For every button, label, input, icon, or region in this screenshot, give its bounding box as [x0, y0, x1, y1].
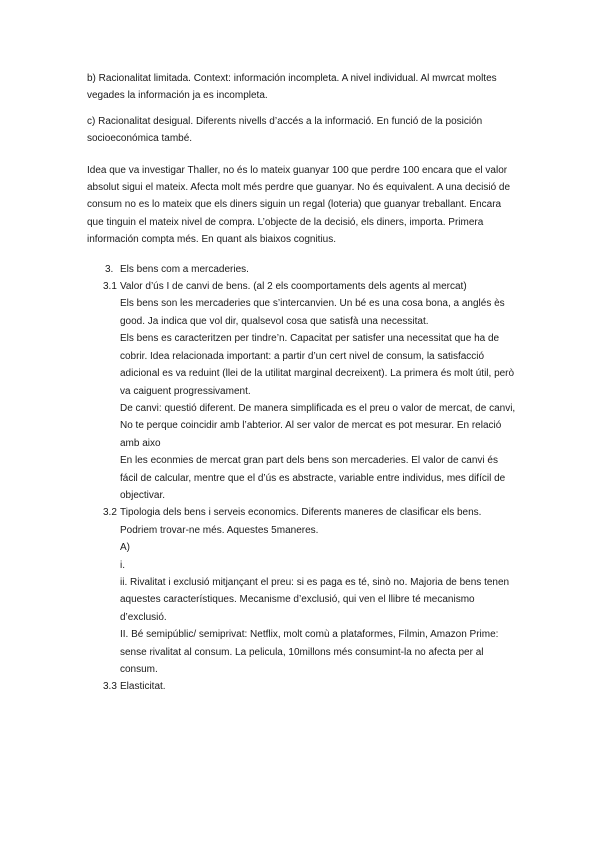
section-3-2-title: Tipologia dels bens i serveis economics. Diferents maneres de clasificar els bens. Podriem trovar-ne més. Aquestes 5maneres.: [120, 507, 482, 536]
section-3-number: 3.: [105, 263, 114, 275]
section-3-title: Els bens com a mercaderies.: [120, 263, 249, 275]
section-3-1-body: [87, 295, 517, 504]
section-3-1-line: Els bens es caracteritzen per tindre’n. Capacitat per satisfer una necessitat que ha de cobrir. Idea relacionada important: a partir d’un cert nivel de consum, la satisfacció adicional es va reduint (llei de la utilitat marginal decreixent). La primera és molt útil, però va caiguent progressivament.: [120, 333, 515, 397]
paragraph-racionalitat-desigual: c) Racionalitat desigual. Diferents nivells d’accés a la informació. En funció de la posición socioeconómica també.: [87, 115, 483, 145]
section-3-2-line: II. Bé semipúblic/ semiprivat: Netflix, molt comù a plataformes, Filmin, Amazon Prime: sense rivalitat al consum. La pelicula, 10millons més consumint-la no afecta per al consum.: [120, 629, 499, 675]
section-3-2-heading: [87, 504, 517, 539]
section-3-1-line: En les econmies de mercat gran part dels bens son mercaderies. El valor de canvi és fácil de calcular, mentre que el d’ús es abstracte, variable entre individus, mes difícil de objectivar.: [120, 455, 506, 501]
section-3-2-line: A): [120, 542, 130, 554]
section-3-3-title: Elasticitat.: [120, 681, 166, 693]
section-3-heading: [87, 261, 517, 278]
paragraph-thaler: Idea que va investigar Thaller, no és lo mateix guanyar 100 que perdre 100 encara que el valor absolut sigui el mateix. Afecta molt més perdre que guanyar. No és equivalent. A una decisió de consum no es lo mateix que els diners siguin un regal (loteria) que guanyar treballant. Encara que tinguin el mateix nivel de compra. L’objecte de la decisió, els diners, importa. Primera información compta més. En quant als biaixos cognitius.: [87, 164, 511, 246]
section-3-1-line: De canvi: questió diferent. De manera simplificada es el preu o valor de mercat, de canvi, No te perque coincidir amb l’abterior. Al ser valor de mercat es pot mesurar. En relació amb aixo: [120, 402, 516, 449]
section-3-2-line: i.: [120, 559, 125, 571]
section-3-1-number: 3.1: [103, 281, 117, 293]
document-body: [87, 70, 517, 696]
paragraph-racionalitat-limitada: b) Racionalitat limitada. Context: información incompleta. A nivel individual. Al mwrcat moltes vegades la información ja es incompleta.: [87, 73, 497, 102]
section-3-1-title: Valor d’ús I de canvi de bens. (al 2 els coomportaments dels agents al mercat): [120, 281, 467, 293]
section-3-2-number: 3.2: [103, 507, 117, 519]
section-3-2-body: [87, 539, 517, 678]
section-3-1-heading: [87, 278, 517, 295]
section-3-3-number: 3.3: [103, 681, 117, 693]
section-3-3-heading: [87, 678, 517, 695]
section-3-1-line: Els bens son les mercaderies que s’intercanvien. Un bé es una cosa bona, a anglés ès good. Ja indica que vol dir, qualsevol cosa que satisfà una necessitat.: [120, 298, 505, 327]
section-3-2-line: ii. Rivalitat i exclusió mitjançant el preu: si es paga es té, sinò no. Majoria de bens tenen aquestes característiques. Mecanisme d’exclusió, qui ven el llibre té mecanismo d’exclusió.: [120, 576, 510, 623]
